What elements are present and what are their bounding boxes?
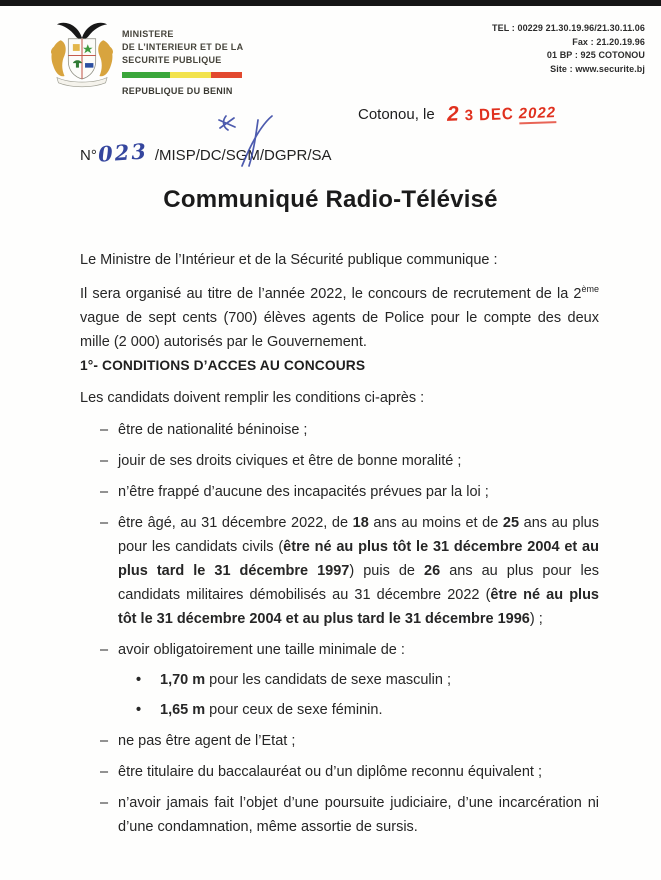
bullet-marker-icon: • (136, 702, 142, 718)
dash-marker-icon: – (100, 453, 109, 469)
announce-text: vague de sept cents (700) élèves agents de Police pour le compte des deux mille (2 000) autorisés par le Gouvernement. (80, 310, 599, 350)
condition-text: être de nationalité béninoise ; (118, 422, 308, 438)
ministry-line: SECURITE PUBLIQUE (122, 55, 222, 65)
contact-bp: 01 BP : 925 COTONOU (546, 50, 645, 60)
condition-text: n’être frappé d’aucune des incapacités prévues par la loi ; (118, 484, 489, 500)
height-female (118, 698, 599, 722)
scan-edge-bar (0, 0, 661, 6)
age-text: être âgé, au 31 décembre 2022, de (118, 515, 353, 531)
condition-height (80, 638, 599, 722)
age-max-military: 26 (424, 563, 441, 579)
condition-state-agent (80, 729, 599, 753)
height-female-rest: pour ceux de sexe féminin. (205, 702, 383, 718)
conditions-lead: Les candidats doivent remplir les conditions ci-après : (80, 390, 425, 406)
flag-green (122, 72, 170, 78)
contact-tel: TEL : 00229 21.30.19.96/21.30.11.06 (492, 23, 645, 33)
dash-marker-icon: – (100, 484, 109, 500)
stamp-year: 2022 (518, 104, 557, 123)
condition-text: ne pas être agent de l’Etat ; (118, 733, 296, 749)
benin-flag-bar-icon (122, 72, 242, 78)
reference-number (80, 140, 332, 165)
benin-coat-of-arms-icon (44, 18, 120, 96)
age-text: ans au plus pour les candidats militaires démobilisés au 31 décembre 2022 ( (118, 563, 600, 603)
condition-text (118, 511, 599, 631)
announce-text: Il sera organisé au titre de l’année 2022, le concours de recrutement de la 2 (80, 286, 582, 302)
height-lead: avoir obligatoirement une taille minimale de : (118, 642, 405, 658)
flag-yellow (170, 72, 211, 78)
republic-label: REPUBLIQUE DU BENIN (122, 86, 233, 96)
condition-judicial (80, 791, 599, 839)
contact-site: Site : www.securite.bj (550, 63, 645, 74)
stamp-day-digit: 2 (446, 102, 460, 126)
page-title: Communiqué Radio-Télévisé (163, 186, 498, 213)
stamp-month: DEC (478, 104, 514, 125)
condition-text: être titulaire du baccalauréat ou d’un diplôme reconnu équivalent ; (118, 764, 542, 780)
stamp-day-digit: 3 (464, 106, 475, 125)
condition-nationality (80, 418, 599, 442)
condition-incapacity (80, 480, 599, 504)
conditions-list (80, 418, 599, 839)
dash-marker-icon: – (100, 764, 109, 780)
height-sublist (118, 668, 599, 722)
age-text: ans au plus pour les candidats civils ( (118, 515, 599, 555)
height-male-text (160, 668, 451, 692)
intro-paragraph: Le Ministre de l’Intérieur et de la Sécurité publique communique : (80, 252, 498, 268)
height-female-value: 1,65 m (160, 702, 206, 718)
age-text: ans au moins et de (368, 515, 503, 531)
dateline (358, 101, 556, 125)
document-body (80, 248, 599, 846)
flag-red (211, 72, 242, 78)
birth-range-military: être né au plus tôt le 31 décembre 2004 et au plus tard le 31 décembre 1996 (118, 587, 599, 627)
ordinal-superscript: ème (581, 284, 599, 295)
height-female-text (160, 698, 382, 722)
age-text: ) ; (529, 611, 543, 627)
ref-prefix: N° (80, 147, 97, 164)
condition-text: jouir de ses droits civiques et être de bonne moralité ; (118, 453, 462, 469)
dateline-prefix: Cotonou, le (358, 106, 435, 123)
condition-text (118, 638, 599, 722)
ministry-line: MINISTERE (122, 29, 174, 39)
contact-block (492, 22, 645, 76)
condition-civic-rights (80, 449, 599, 473)
section-heading: 1°- CONDITIONS D’ACCES AU CONCOURS (80, 358, 366, 373)
announcement-paragraph (80, 282, 599, 354)
height-male (118, 668, 599, 692)
ministry-line: DE L’INTERIEUR ET DE LA (122, 42, 244, 52)
handwritten-number: 023 (97, 138, 149, 167)
ministry-block (122, 28, 243, 98)
dash-marker-icon: – (100, 733, 109, 749)
condition-diploma (80, 760, 599, 784)
dash-marker-icon: – (100, 642, 109, 658)
bullet-marker-icon: • (136, 672, 142, 688)
age-min: 18 (352, 515, 369, 531)
dash-marker-icon: – (100, 795, 109, 811)
age-text: ) puis de (349, 563, 425, 579)
dash-marker-icon: – (100, 422, 109, 438)
condition-text: n’avoir jamais fait l’objet d’une poursuite judiciaire, d’une incarcération ni d’une condamnation, même assortie de sursis. (118, 795, 599, 835)
contact-fax: Fax : 21.20.19.96 (572, 36, 645, 47)
height-male-rest: pour les candidats de sexe masculin ; (205, 672, 451, 688)
date-stamp (446, 99, 556, 127)
birth-range-civil: être né au plus tôt le 31 décembre 2004 et au plus tard le 31 décembre 1997 (118, 539, 599, 579)
dash-marker-icon: – (100, 515, 109, 531)
condition-age (80, 511, 599, 631)
age-max-civil: 25 (502, 515, 520, 531)
height-male-value: 1,70 m (160, 672, 206, 688)
ref-suffix: /MISP/DC/SGM/DGPR/SA (150, 147, 332, 164)
